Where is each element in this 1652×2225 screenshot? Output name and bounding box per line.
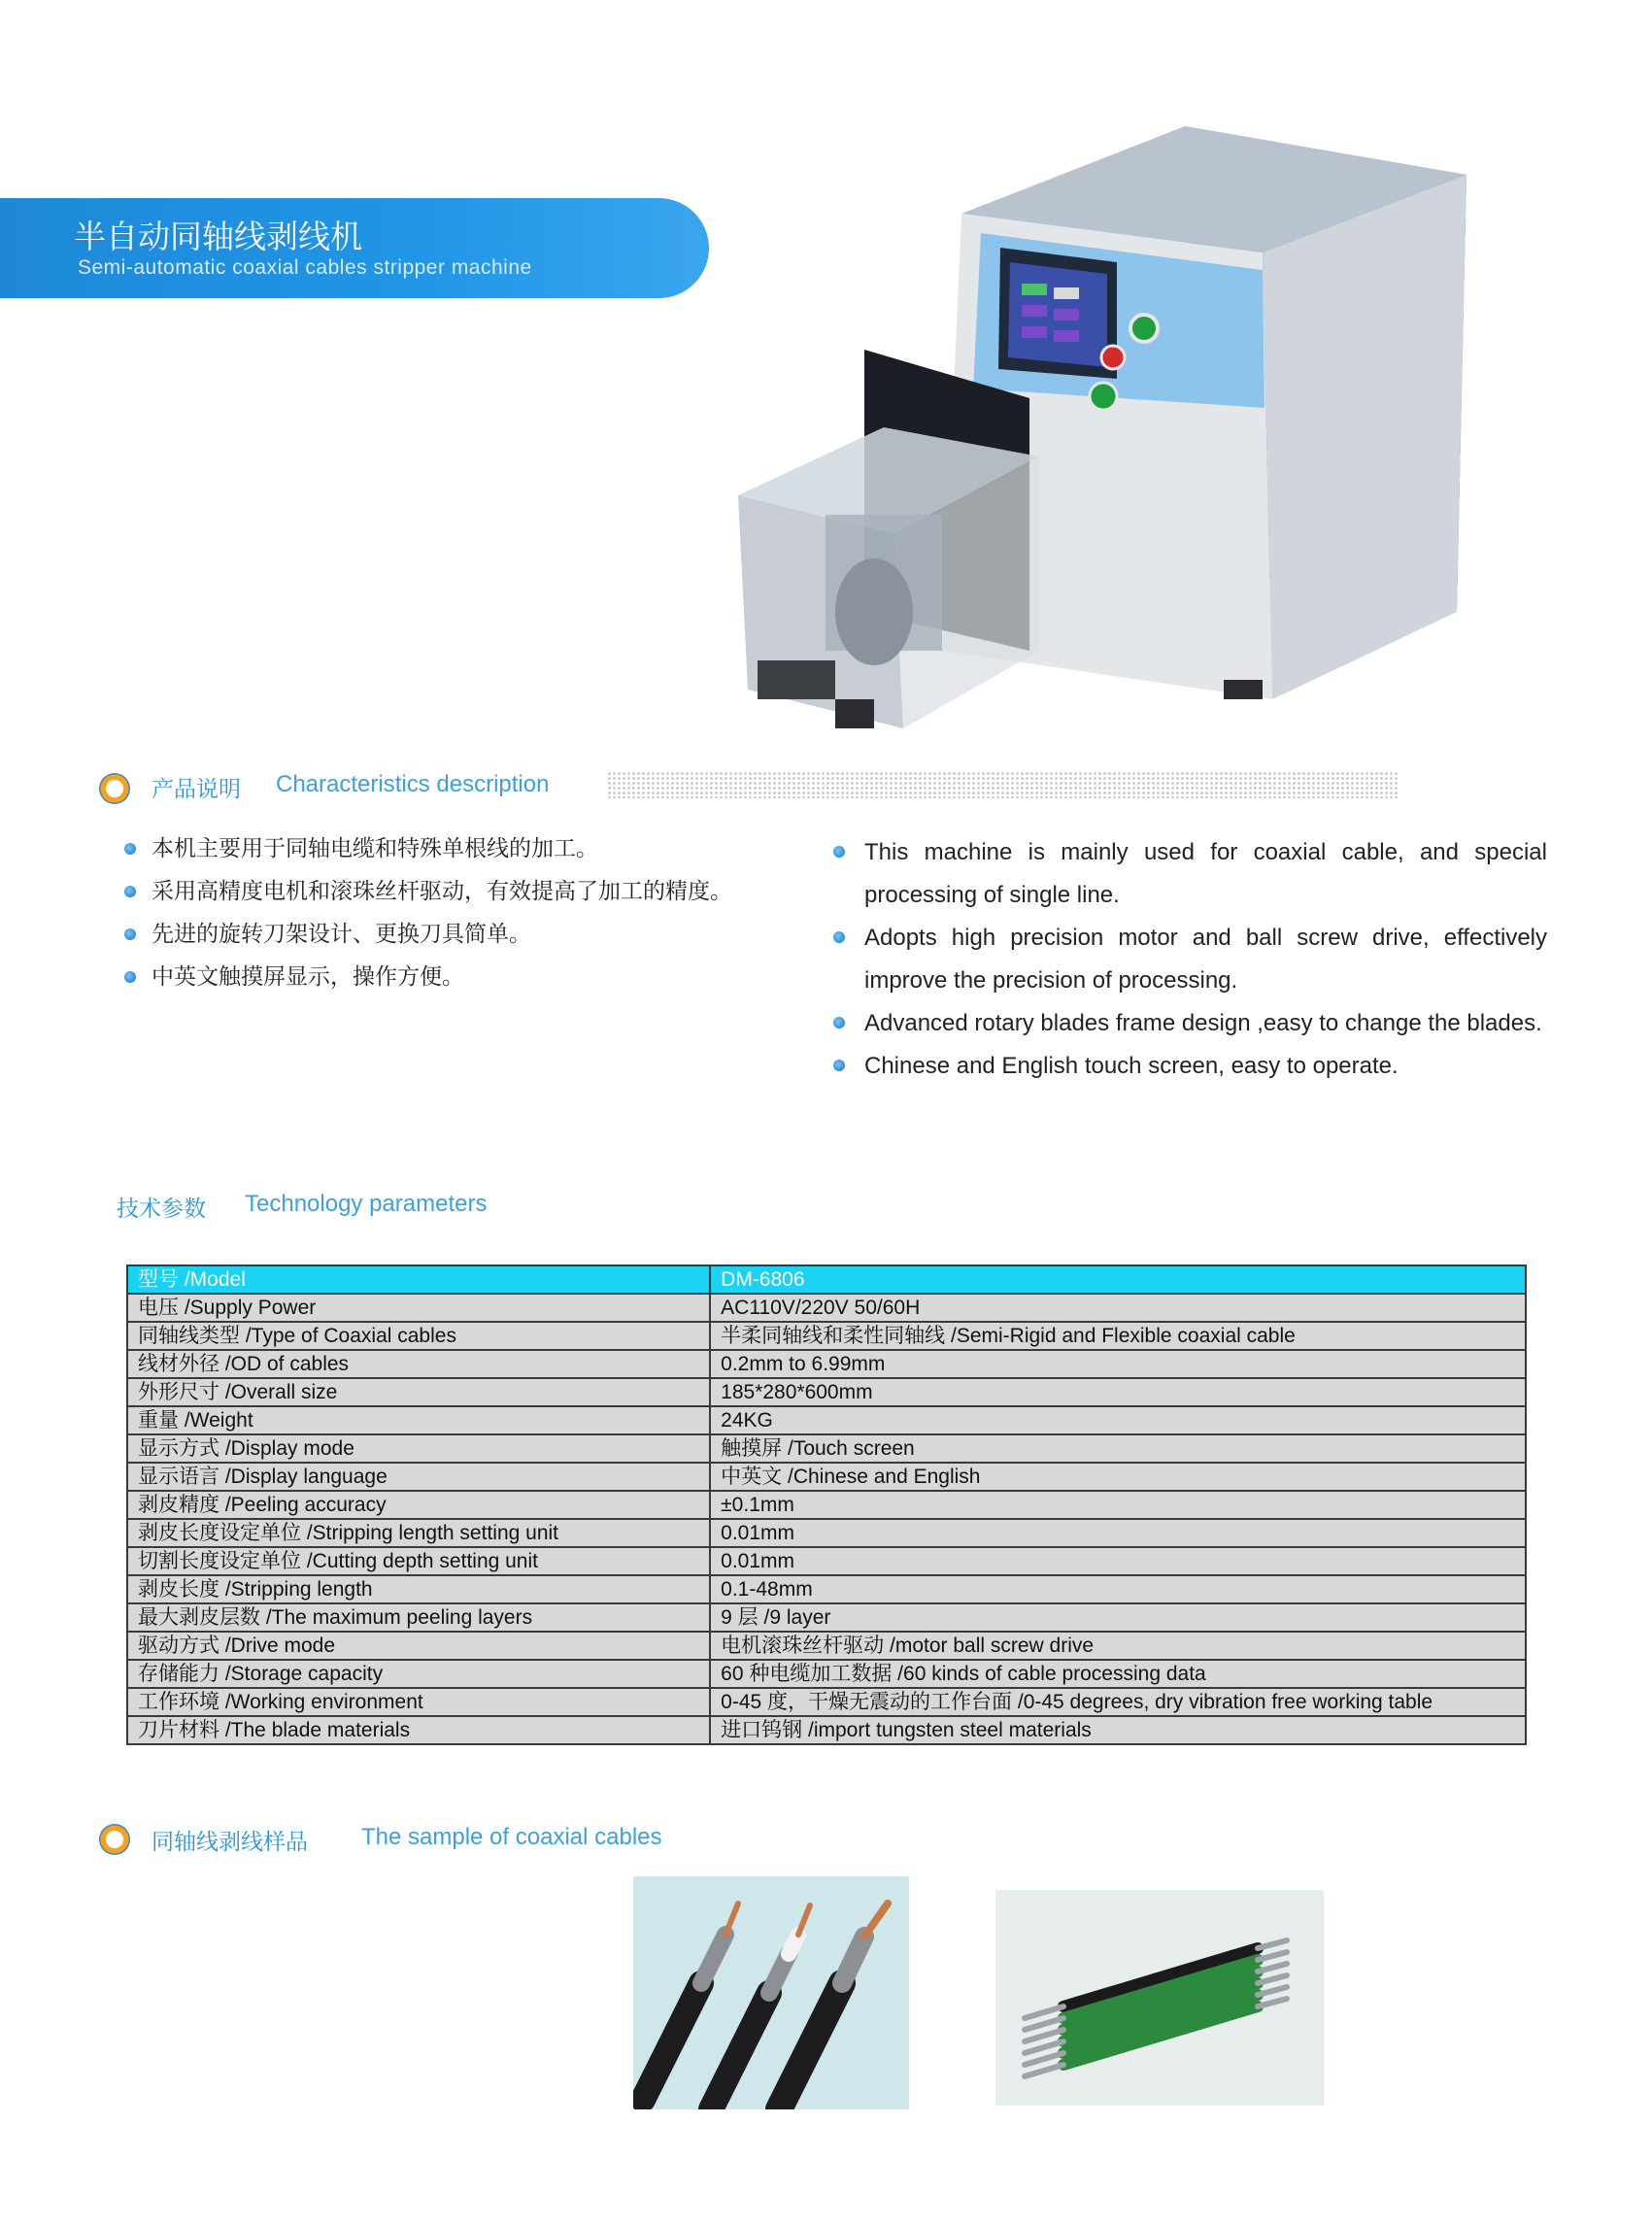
header-cell: DM-6806 bbox=[710, 1265, 1526, 1294]
section-divider bbox=[607, 771, 1399, 798]
table-row bbox=[127, 1294, 1526, 1322]
param-name: 剥皮长度 /Stripping length bbox=[127, 1575, 710, 1603]
bullet-icon bbox=[124, 928, 136, 940]
samples-heading-en: The sample of coaxial cables bbox=[361, 1824, 662, 1850]
param-value: 进口钨钢 /import tungsten steel materials bbox=[710, 1716, 1526, 1744]
bullet-icon bbox=[833, 1060, 845, 1071]
bullet-icon bbox=[124, 843, 136, 855]
samples-heading-cn: 同轴线剥线样品 bbox=[152, 1830, 308, 1855]
tech-heading-cn: 技术参数 bbox=[117, 1197, 206, 1222]
param-value: 触摸屏 /Touch screen bbox=[710, 1434, 1526, 1463]
param-value: 中英文 /Chinese and English bbox=[710, 1463, 1526, 1491]
param-name: 切割长度设定单位 /Cutting depth setting unit bbox=[127, 1547, 710, 1575]
list-item: This machine is mainly used for coaxial cable, and special processing of single line. bbox=[833, 831, 1547, 917]
list-item: 采用高精度电机和滚珠丝杆驱动，有效提高了加工的精度。 bbox=[124, 874, 824, 917]
param-value: 185*280*600mm bbox=[710, 1378, 1526, 1406]
tech-heading-en: Technology parameters bbox=[245, 1191, 488, 1217]
page-title-cn: 半自动同轴线剥线机 bbox=[74, 218, 362, 255]
table-row bbox=[127, 1575, 1526, 1603]
bullet-icon bbox=[833, 931, 845, 943]
table-row bbox=[127, 1547, 1526, 1575]
table-row bbox=[127, 1406, 1526, 1434]
param-name: 外形尺寸 /Overall size bbox=[127, 1378, 710, 1406]
param-value: 0.1-48mm bbox=[710, 1575, 1526, 1603]
list-item: 中英文触摸屏显示，操作方便。 bbox=[124, 960, 824, 1002]
table-row bbox=[127, 1350, 1526, 1378]
sample-photo-coaxial-cables bbox=[633, 1876, 909, 2109]
bullet-icon bbox=[124, 971, 136, 983]
param-name: 驱动方式 /Drive mode bbox=[127, 1632, 710, 1660]
characteristics-heading-en: Characteristics description bbox=[276, 771, 550, 797]
param-value: AC110V/220V 50/60H bbox=[710, 1294, 1526, 1322]
sample-photo-processed-cables bbox=[995, 1890, 1324, 2106]
list-item: Advanced rotary blades frame design ,easy to change the blades. bbox=[833, 1002, 1547, 1045]
table-row bbox=[127, 1463, 1526, 1491]
param-name: 刀片材料 /The blade materials bbox=[127, 1716, 710, 1744]
param-name: 线材外径 /OD of cables bbox=[127, 1350, 710, 1378]
param-name: 工作环境 /Working environment bbox=[127, 1688, 710, 1716]
param-name: 同轴线类型 /Type of Coaxial cables bbox=[127, 1322, 710, 1350]
list-item: 本机主要用于同轴电缆和特殊单根线的加工。 bbox=[124, 831, 824, 874]
param-name: 重量 /Weight bbox=[127, 1406, 710, 1434]
param-value: 0.01mm bbox=[710, 1547, 1526, 1575]
param-name: 最大剥皮层数 /The maximum peeling layers bbox=[127, 1603, 710, 1632]
param-value: ±0.1mm bbox=[710, 1491, 1526, 1519]
characteristics-heading-cn: 产品说明 bbox=[152, 777, 241, 802]
param-name: 电压 /Supply Power bbox=[127, 1294, 710, 1322]
param-value: 0.2mm to 6.99mm bbox=[710, 1350, 1526, 1378]
table-row bbox=[127, 1434, 1526, 1463]
param-value: 9 层 /9 layer bbox=[710, 1603, 1526, 1632]
table-row bbox=[127, 1491, 1526, 1519]
param-name: 剥皮精度 /Peeling accuracy bbox=[127, 1491, 710, 1519]
bullet-icon bbox=[833, 1017, 845, 1028]
table-row bbox=[127, 1716, 1526, 1744]
section-bullet-icon bbox=[99, 1824, 130, 1855]
characteristics-list-cn bbox=[124, 831, 824, 1002]
list-item: Chinese and English touch screen, easy to operate. bbox=[833, 1045, 1547, 1088]
param-name: 存储能力 /Storage capacity bbox=[127, 1660, 710, 1688]
bullet-icon bbox=[833, 846, 845, 858]
param-value: 半柔同轴线和柔性同轴线 /Semi-Rigid and Flexible coaxial cable bbox=[710, 1322, 1526, 1350]
param-name: 显示语言 /Display language bbox=[127, 1463, 710, 1491]
table-row bbox=[127, 1322, 1526, 1350]
param-name: 显示方式 /Display mode bbox=[127, 1434, 710, 1463]
param-value: 0.01mm bbox=[710, 1519, 1526, 1547]
param-value: 24KG bbox=[710, 1406, 1526, 1434]
header-cell: 型号 /Model bbox=[127, 1265, 710, 1294]
table-row bbox=[127, 1660, 1526, 1688]
tech-parameters-table bbox=[126, 1264, 1527, 1745]
bullet-icon bbox=[124, 886, 136, 897]
table-row bbox=[127, 1688, 1526, 1716]
list-item: Adopts high precision motor and ball screw drive, effectively improve the precision of processing. bbox=[833, 917, 1547, 1002]
param-value: 60 种电缆加工数据 /60 kinds of cable processing data bbox=[710, 1660, 1526, 1688]
section-bullet-icon bbox=[99, 773, 130, 804]
param-value: 0-45 度，干燥无震动的工作台面 /0-45 degrees, dry vibration free working table bbox=[710, 1688, 1526, 1716]
table-row bbox=[127, 1519, 1526, 1547]
table-row bbox=[127, 1378, 1526, 1406]
table-row bbox=[127, 1632, 1526, 1660]
table-header-row bbox=[127, 1265, 1526, 1294]
characteristics-list-en bbox=[833, 831, 1547, 1088]
table-row bbox=[127, 1603, 1526, 1632]
list-item: 先进的旋转刀架设计、更换刀具简单。 bbox=[124, 917, 824, 960]
param-name: 剥皮长度设定单位 /Stripping length setting unit bbox=[127, 1519, 710, 1547]
param-value: 电机滚珠丝杆驱动 /motor ball screw drive bbox=[710, 1632, 1526, 1660]
machine-photo bbox=[719, 107, 1476, 738]
page-title-en: Semi-automatic coaxial cables stripper machine bbox=[78, 256, 532, 279]
